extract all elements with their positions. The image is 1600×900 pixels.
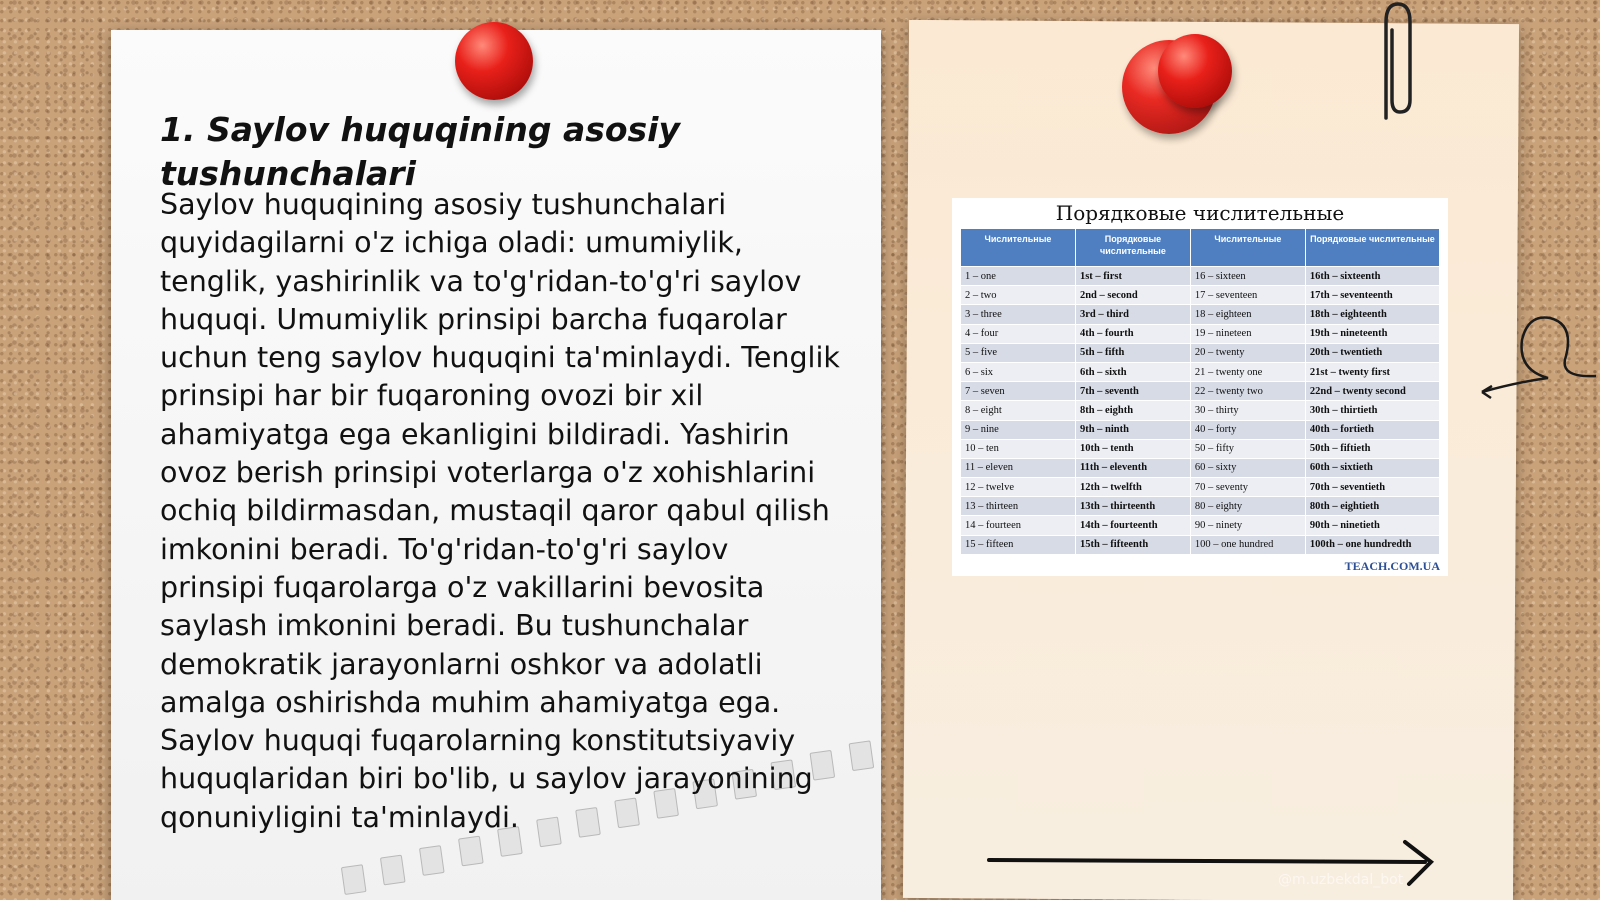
table-cell: 14 – fourteen bbox=[961, 516, 1076, 535]
table-row bbox=[961, 324, 1440, 343]
table-cell: 20 – twenty bbox=[1190, 343, 1305, 362]
table-cell: 8 – eight bbox=[961, 401, 1076, 420]
table-cell: 30 – thirty bbox=[1190, 401, 1305, 420]
table-cell: 12 – twelve bbox=[961, 478, 1076, 497]
table-cell: 4 – four bbox=[961, 324, 1076, 343]
table-cell: 22nd – twenty second bbox=[1305, 382, 1439, 401]
table-cell: 9 – nine bbox=[961, 420, 1076, 439]
table-header: Числительные bbox=[1190, 229, 1305, 267]
table-cell: 4th – fourth bbox=[1075, 324, 1190, 343]
table-cell: 7 – seven bbox=[961, 382, 1076, 401]
table-header: Порядковые числительные bbox=[1075, 229, 1190, 267]
table-cell: 70 – seventy bbox=[1190, 478, 1305, 497]
table-cell: 80th – eightieth bbox=[1305, 497, 1439, 516]
watermark: @m.uzbekdal_bot bbox=[1278, 872, 1404, 888]
table-cell: 3rd – third bbox=[1075, 305, 1190, 324]
table-cell: 16th – sixteenth bbox=[1305, 267, 1439, 286]
table-cell: 15th – fifteenth bbox=[1075, 535, 1190, 554]
table-cell: 100 – one hundred bbox=[1190, 535, 1305, 554]
table-cell: 9th – ninth bbox=[1075, 420, 1190, 439]
table-row bbox=[961, 478, 1440, 497]
table-row bbox=[961, 382, 1440, 401]
table-row bbox=[961, 497, 1440, 516]
table-cell: 16 – sixteen bbox=[1190, 267, 1305, 286]
table-cell: 12th – twelfth bbox=[1075, 478, 1190, 497]
table-cell: 19th – nineteenth bbox=[1305, 324, 1439, 343]
table-cell: 17 – seventeen bbox=[1190, 286, 1305, 305]
table-cell: 90 – ninety bbox=[1190, 516, 1305, 535]
table-cell: 21 – twenty one bbox=[1190, 362, 1305, 381]
slide-title: 1. Saylov huquqining asosiy tushunchalari bbox=[160, 110, 680, 193]
table-title: Порядковые числительные bbox=[1055, 201, 1345, 225]
paper-clip-icon bbox=[1372, 0, 1422, 125]
table-credit: TEACH.COM.UA bbox=[1344, 558, 1440, 573]
table-cell: 100th – one hundredth bbox=[1305, 535, 1439, 554]
table-row bbox=[961, 286, 1440, 305]
table-cell: 13th – thirteenth bbox=[1075, 497, 1190, 516]
table-cell: 60 – sixty bbox=[1190, 458, 1305, 477]
table-cell: 6 – six bbox=[961, 362, 1076, 381]
table-row bbox=[961, 516, 1440, 535]
table-cell: 21st – twenty first bbox=[1305, 362, 1439, 381]
table-cell: 1st – first bbox=[1075, 267, 1190, 286]
table-cell: 5 – five bbox=[961, 343, 1076, 362]
table-cell: 2 – two bbox=[961, 286, 1076, 305]
table-cell: 30th – thirtieth bbox=[1305, 401, 1439, 420]
table-cell: 22 – twenty two bbox=[1190, 382, 1305, 401]
table-cell: 8th – eighth bbox=[1075, 401, 1190, 420]
table-row bbox=[961, 343, 1440, 362]
table-cell: 2nd – second bbox=[1075, 286, 1190, 305]
table-cell: 13 – thirteen bbox=[961, 497, 1076, 516]
table-row bbox=[961, 401, 1440, 420]
table-cell: 3 – three bbox=[961, 305, 1076, 324]
table-cell: 6th – sixth bbox=[1075, 362, 1190, 381]
table-cell: 1 – one bbox=[961, 267, 1076, 286]
table-cell: 18 – eighteen bbox=[1190, 305, 1305, 324]
table-cell: 80 – eighty bbox=[1190, 497, 1305, 516]
table-cell: 5th – fifth bbox=[1075, 343, 1190, 362]
table-cell: 90th – ninetieth bbox=[1305, 516, 1439, 535]
table-cell: 20th – twentieth bbox=[1305, 343, 1439, 362]
table-cell: 11th – eleventh bbox=[1075, 458, 1190, 477]
table-cell: 11 – eleven bbox=[961, 458, 1076, 477]
push-pin-icon bbox=[455, 22, 533, 100]
table-row bbox=[961, 305, 1440, 324]
ordinal-numbers-table-image bbox=[952, 198, 1448, 576]
table-row bbox=[961, 535, 1440, 554]
table-header: Числительные bbox=[961, 229, 1076, 267]
table-cell: 15 – fifteen bbox=[961, 535, 1076, 554]
table-row bbox=[961, 267, 1440, 286]
table-cell: 18th – eighteenth bbox=[1305, 305, 1439, 324]
table-cell: 19 – nineteen bbox=[1190, 324, 1305, 343]
table-cell: 14th – fourteenth bbox=[1075, 516, 1190, 535]
table-row bbox=[961, 420, 1440, 439]
ordinal-table bbox=[960, 228, 1440, 555]
slide-body-text: Saylov huquqining asosiy tushunchalari quyidagilarni o'z ichiga oladi: umumiylik, tenglik, yashirinlik va to'g'ridan-to'g'ri saylov huquqi. Umumiylik prinsipi barcha fuqarolar uchun teng saylov huquqini ta'minlaydi. Tenglik prinsipi har bir fuqaroning ovozi bir xil ahamiyatga ega ekanligini bildiradi. Yashirin ovoz berish prinsipi voterlarga o'z xohishlarini ochiq bildirmasdan, mustaqil qaror qabul qilish imkonini beradi. To'g'ridan-to'g'ri saylov prinsipi fuqarolarga o'z vakillarini bevosita saylash imkonini beradi. Bu tushunchalar demokratik jarayonlarni oshkor va adolatli amalga oshirishda muhim ahamiyatga ega. Saylov huquqi fuqarolarning konstitutsiyaviy huquqlaridan biri bo'lib, u saylov jarayonining qonuniyligini ta'minlaydi. bbox=[160, 188, 840, 834]
table-row bbox=[961, 458, 1440, 477]
push-pin-icon bbox=[1158, 34, 1232, 108]
table-header: Порядковые числительные bbox=[1305, 229, 1439, 267]
table-cell: 70th – seventieth bbox=[1305, 478, 1439, 497]
table-cell: 60th – sixtieth bbox=[1305, 458, 1439, 477]
table-cell: 50th – fiftieth bbox=[1305, 439, 1439, 458]
table-row bbox=[961, 439, 1440, 458]
scribble-arrow-icon bbox=[1478, 312, 1600, 408]
table-cell: 17th – seventeenth bbox=[1305, 286, 1439, 305]
table-cell: 7th – seventh bbox=[1075, 382, 1190, 401]
table-cell: 40th – fortieth bbox=[1305, 420, 1439, 439]
table-cell: 10 – ten bbox=[961, 439, 1076, 458]
table-row bbox=[961, 362, 1440, 381]
table-cell: 10th – tenth bbox=[1075, 439, 1190, 458]
table-cell: 50 – fifty bbox=[1190, 439, 1305, 458]
table-cell: 40 – forty bbox=[1190, 420, 1305, 439]
